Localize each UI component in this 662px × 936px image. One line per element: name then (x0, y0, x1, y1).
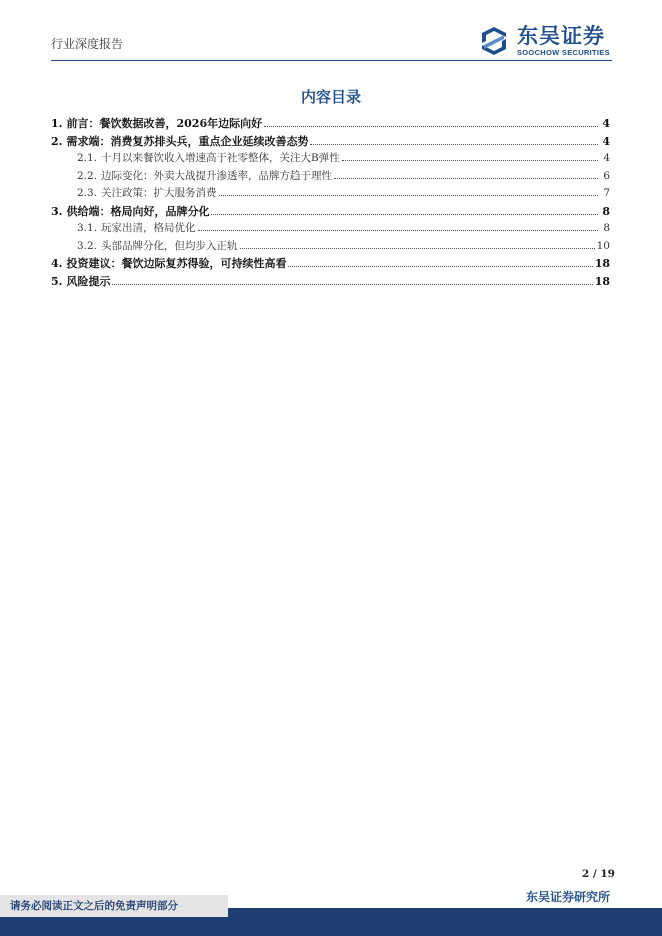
toc-entry-number: 3.2. (77, 239, 98, 252)
toc-entry[interactable] (51, 273, 610, 291)
toc-entry[interactable] (51, 185, 610, 203)
toc-leader-dots (219, 194, 598, 196)
toc-entry-number: 3.1. (77, 222, 98, 234)
table-of-contents (51, 115, 610, 290)
toc-leader-dots (334, 177, 598, 179)
toc-leader-dots (264, 125, 598, 127)
logo-en-text: SOOCHOW SECURITIES (517, 47, 610, 57)
toc-entry-page: 6 (603, 169, 610, 182)
toc-entry-text: 投资建议：餐饮边际复苏得验，可持续性高看 (66, 257, 287, 270)
toc-entry-page: 7 (603, 187, 610, 199)
toc-entry-page: 18 (594, 257, 610, 270)
header-divider (51, 60, 612, 61)
doc-type-label: 行业深度报告 (51, 37, 124, 51)
toc-entry-number: 5. (51, 274, 63, 288)
page-header (0, 0, 662, 60)
toc-entry-page: 4 (603, 152, 610, 164)
toc-entry-text: 需求端：消费复苏排头兵，重点企业延续改善态势 (66, 134, 309, 148)
toc-entry-text: 关注政策：扩大服务消费 (101, 187, 217, 199)
toc-entry-text: 供给端：格局向好，品牌分化 (66, 204, 210, 218)
logo-cn-text: 东吴证券 (517, 23, 605, 48)
soochow-logo-icon (476, 23, 512, 59)
toc-entry-number: 4. (51, 257, 63, 270)
toc-entry[interactable] (51, 133, 610, 151)
toc-entry-page: 4 (602, 117, 610, 130)
disclaimer-note: 请务必阅读正文之后的免责声明部分 (0, 895, 228, 917)
toc-entry[interactable] (51, 238, 610, 256)
page-number: 2 / 19 (581, 868, 615, 880)
toc-entry-number: 2.2. (77, 169, 98, 182)
toc-entry-page: 10 (596, 239, 610, 252)
toc-entry-text: 风险提示 (66, 274, 111, 288)
toc-entry-page: 18 (594, 274, 610, 288)
toc-entry-text: 头部品牌分化，但均步入正轨 (101, 239, 238, 252)
toc-entry-page: 8 (602, 204, 610, 218)
toc-leader-dots (198, 229, 598, 231)
toc-title: 内容目录 (300, 88, 361, 106)
toc-leader-dots (112, 283, 592, 285)
toc-entry-text: 边际变化：外卖大战提升渗透率，品牌方趋于理性 (101, 169, 333, 182)
toc-entry[interactable] (51, 150, 610, 168)
toc-entry[interactable] (51, 203, 610, 221)
toc-leader-dots (310, 143, 598, 145)
toc-entry-number: 2. (51, 134, 63, 148)
toc-leader-dots (342, 159, 598, 161)
toc-entry-number: 2.1. (77, 152, 98, 164)
toc-leader-dots (240, 247, 595, 249)
toc-entry-number: 2.3. (77, 187, 98, 199)
toc-entry[interactable] (51, 168, 610, 186)
toc-entry-text: 前言：餐饮数据改善，2026年边际向好 (66, 117, 263, 130)
toc-entry-page: 8 (603, 222, 610, 234)
toc-entry[interactable] (51, 115, 610, 133)
toc-entry-text: 玩家出清，格局优化 (101, 222, 196, 234)
toc-leader-dots (288, 265, 592, 267)
toc-entry-page: 4 (602, 134, 610, 148)
toc-entry[interactable] (51, 220, 610, 238)
toc-entry-number: 3. (51, 204, 63, 218)
brand-logo (476, 22, 610, 60)
toc-entry[interactable] (51, 255, 610, 273)
toc-entry-text: 十月以来餐饮收入增速高于社零整体，关注大B弹性 (101, 152, 340, 164)
toc-entry-number: 1. (51, 117, 63, 130)
toc-leader-dots (211, 213, 598, 215)
firm-name: 东吴证券研究所 (525, 890, 610, 904)
